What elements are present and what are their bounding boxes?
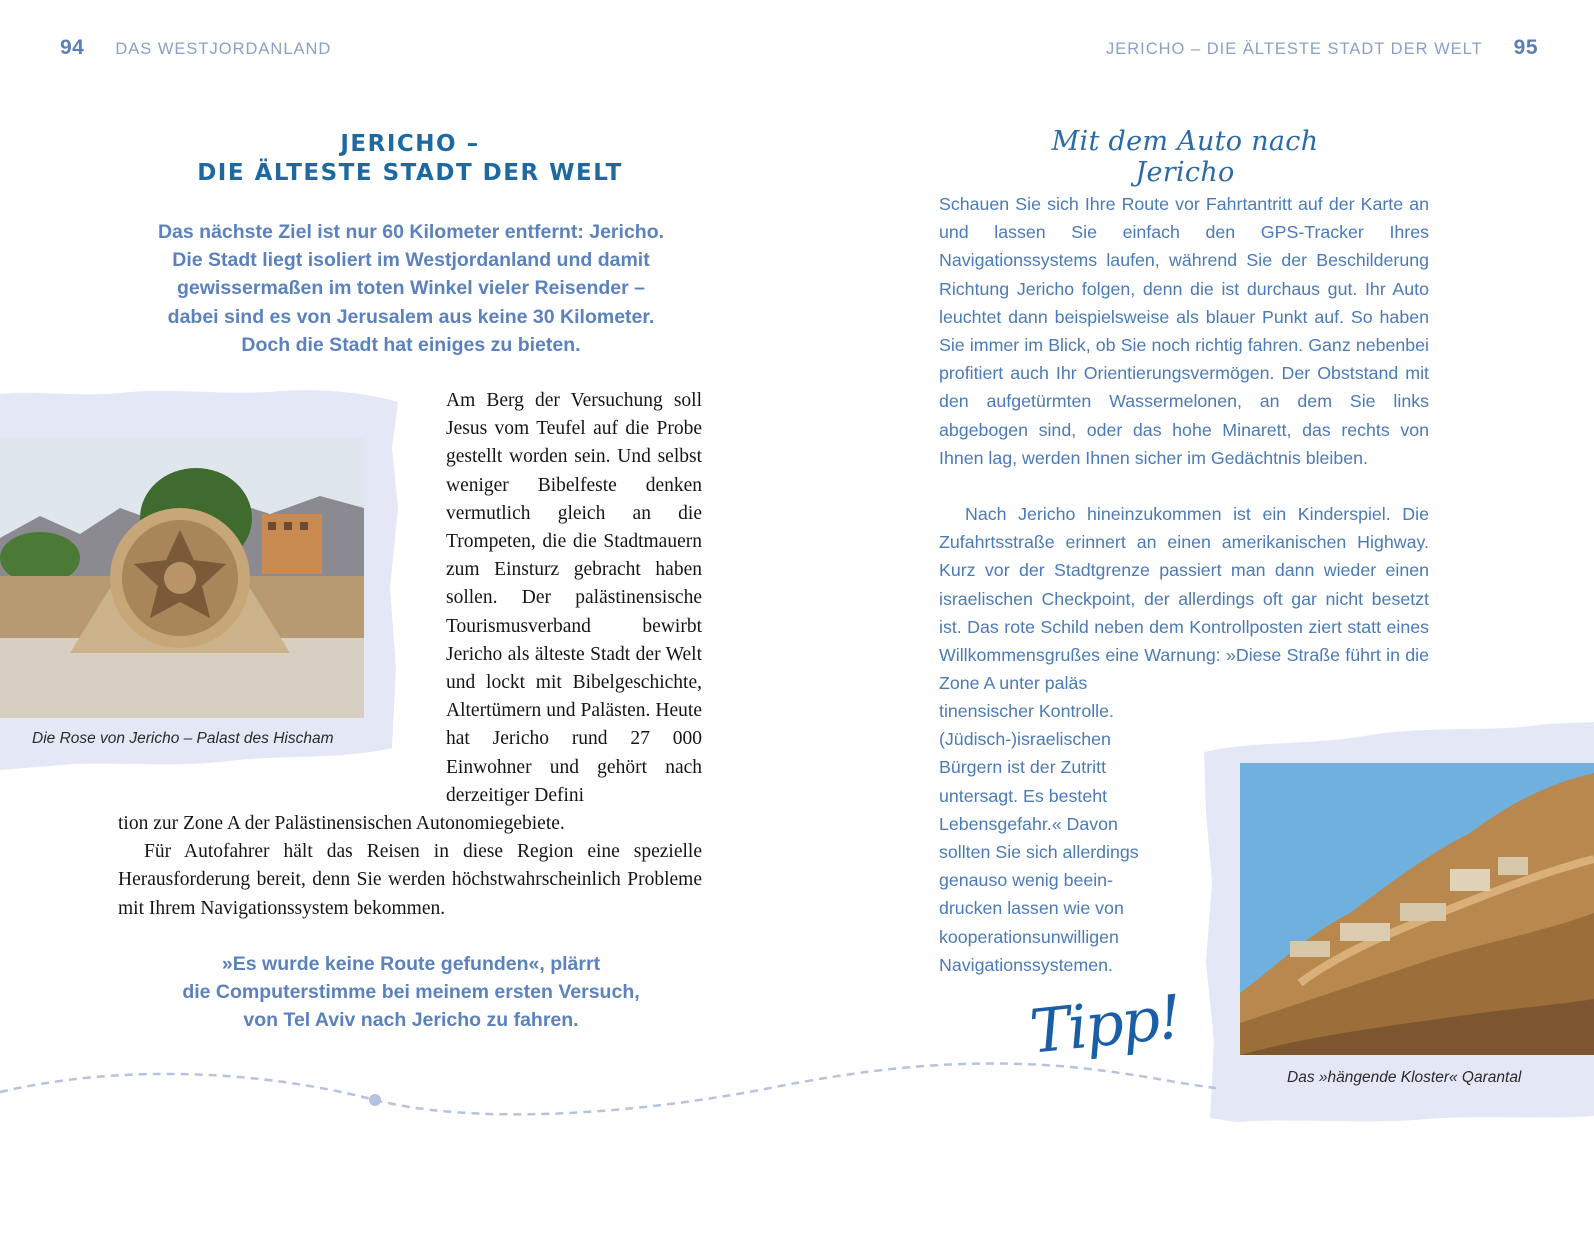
monastery-photo: [1240, 763, 1594, 1055]
lead-line: dabei sind es von Jerusalem aus keine 30 Kilometer.: [167, 305, 655, 328]
palace-photo-caption: Die Rose von Jericho – Palast des Hischam: [32, 730, 334, 747]
palace-photo: [0, 438, 364, 718]
pull-quote: [128, 950, 694, 1035]
left-running-header: [60, 36, 331, 60]
body-text-wrapped: Am Berg der Versuchung soll Jesus vom Teufel auf die Probe gestellt worden sein. Und selbst weniger Bibelfeste denken vermutlich gleich an die Trompeten, die die Stadtmauern zum Einsturz gebracht haben sollen. Der palästinensische Tourismusverband bewirbt Jericho als älteste Stadt der Welt und lockt mit Bibelgeschichte, Altertümern und Palästen. Heute hat Jericho rund 27 000 Einwohner und gehört nach derzeitiger Defini: [446, 390, 702, 806]
quote-line: von Tel Aviv nach Jericho zu fahren.: [243, 1009, 579, 1032]
lead-paragraph: [128, 218, 694, 359]
tip-paragraph-2: Nach Jericho hineinzukommen ist ein Kinderspiel. Die Zufahrtsstraße erinnert an einen amerikanischen Highway. Kurz vor der Stadtgrenze passiert man dann wieder einen israelischen Checkpoint, der allerdings oft gar nicht besetzt ist. Das rote Schild neben dem Kontrollposten ziert statt eines Willkommensgrußes eine Warnung: »Diese Straße führt in die Zone A unter paläs: [939, 504, 1429, 694]
quote-line: die Computerstimme bei meinem ersten Versuch,: [182, 981, 640, 1004]
right-running-header: [1106, 36, 1538, 60]
tip-paragraph-1: Schauen Sie sich Ihre Route vor Fahrtantritt auf der Karte an und lassen Sie einfach den GPS-Tracker Ihres Navigationssystems laufen, während Sie der Beschilderung Richtung Jericho folgen, denn die ist durchaus gut. Ihr Auto leuchtet dann beispielsweise als blauer Punkt auf. So haben Sie immer im Blick, ob Sie noch richtig fahren. Ganz nebenbei profitiert auch Ihr Orientierungsvermögen. Der Obststand mit den aufgetürmten Wassermelonen, an dem Sie links abgebogen sind, oder das hohe Minarett, das rechts von Ihnen lag, werden Ihnen sicher im Gedächtnis bleiben.: [939, 194, 1429, 468]
lead-line: gewissermaßen im toten Winkel vieler Reisender –: [177, 277, 645, 300]
body-continuation: tion zur Zone A der Palästinensischen Autonomiegebiete.: [118, 813, 565, 834]
rose-of-jericho-image: [0, 438, 364, 718]
qarantal-monastery-image: [1240, 763, 1594, 1055]
chapter-title-line2: DIE ÄLTESTE STADT DER WELT: [197, 160, 623, 186]
lead-line: Doch die Stadt hat einiges zu bieten.: [241, 333, 581, 356]
tipp-label: Tipp!: [1026, 982, 1184, 1068]
lead-line: Das nächste Ziel ist nur 60 Kilometer entfernt: Jericho.: [157, 221, 665, 243]
lead-line: Die Stadt liegt isoliert im Westjordanland und damit: [172, 249, 650, 272]
tip-box-title: Mit dem Auto nach Jericho: [1051, 126, 1319, 188]
dashed-wave-line: [0, 1050, 1594, 1130]
left-page-number: 94: [60, 36, 85, 59]
body-text-full-width: [118, 810, 702, 923]
chapter-title-line1: JERICHO –: [340, 131, 480, 157]
right-running-title: JERICHO – DIE ÄLTESTE STADT DER WELT: [1105, 40, 1483, 58]
quote-line: »Es wurde keine Route gefunden«, plärrt: [221, 953, 601, 975]
monastery-photo-caption: Das »hängende Kloster« Qarantal: [1287, 1069, 1522, 1086]
chapter-title: [150, 130, 670, 188]
left-running-title: DAS WESTJORDANLAND: [115, 40, 332, 58]
right-page-number: 95: [1513, 36, 1538, 59]
tip-paragraph-2-narrow: tinensischer Kontrolle. (Jüdisch-)israelischen Bürgern ist der Zutritt untersagt. Es besteht Lebensgefahr.« Davon sollten Sie sich allerdings genauso wenig beeindrucken lassen wie von kooperationsunwilligen Navigationssystemen.: [939, 701, 1139, 975]
wave-dot: [369, 1094, 381, 1106]
body-paragraph-2: Für Autofahrer hält das Reisen in diese Region eine spezielle Herausforderung bereit, denn Sie werden höchstwahrscheinlich Probleme mit Ihrem Navigationssystem bekommen.: [118, 841, 702, 919]
